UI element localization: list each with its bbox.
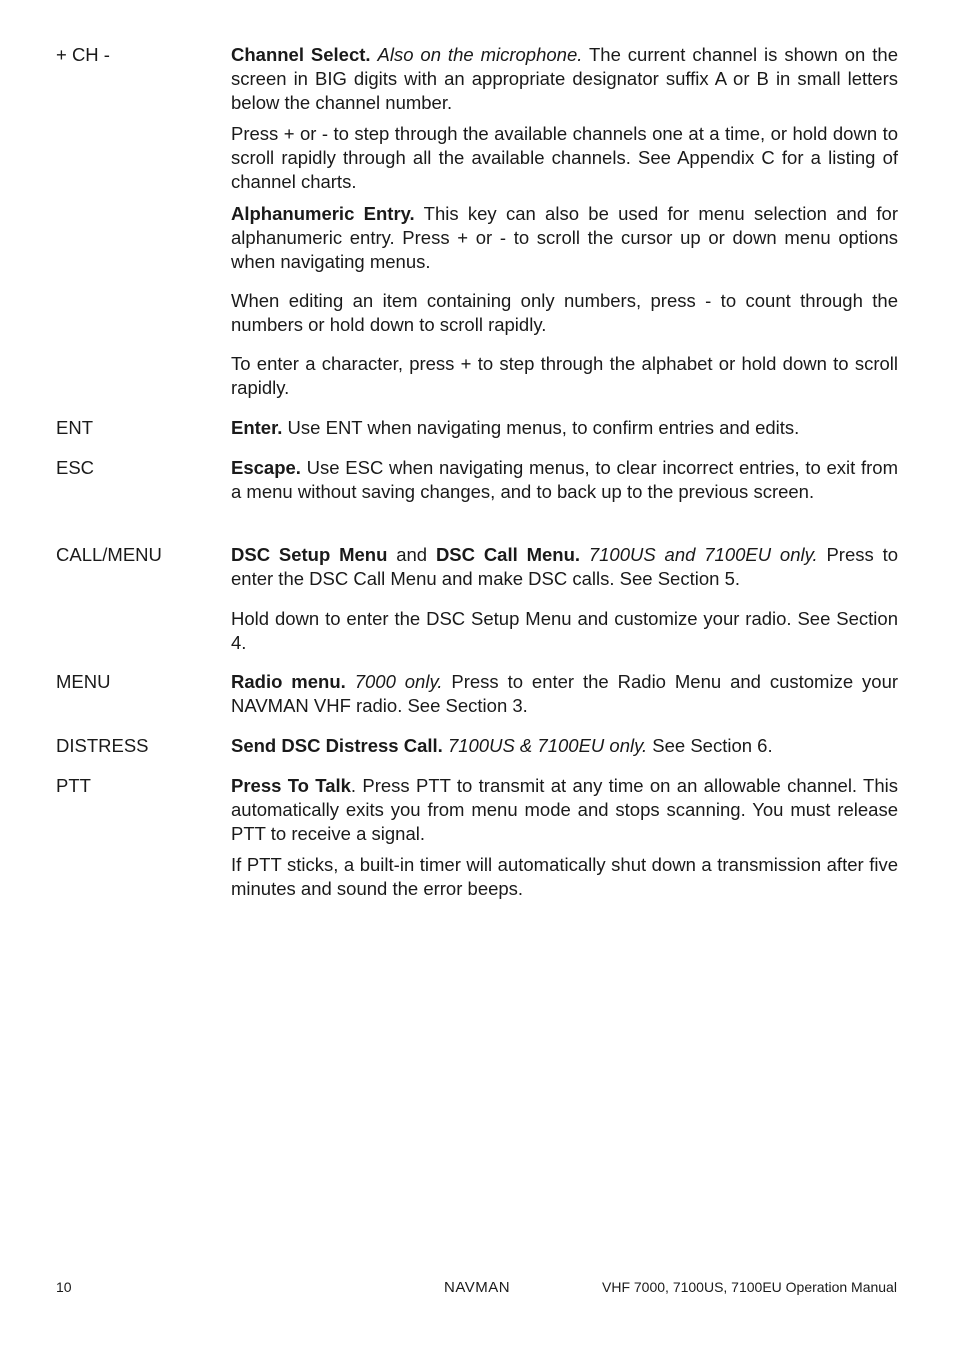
key-label: ENT	[56, 417, 93, 438]
key-label: + CH -	[56, 44, 110, 65]
text-run: Use ESC when navigating menus, to clear incorrect entries, to exit from a menu without saving changes, and to back up to the previous screen.	[231, 457, 898, 502]
paragraph	[231, 43, 898, 115]
text-run: See Section 6.	[647, 735, 773, 756]
key-label: CALL/MENU	[56, 544, 162, 565]
bold-text: Channel Select.	[231, 44, 371, 65]
bold-text: DSC Setup Menu	[231, 544, 388, 565]
text-run	[580, 544, 589, 565]
key-label: DISTRESS	[56, 735, 149, 756]
paragraph	[231, 670, 898, 718]
text-run: To enter a character, press + to step through the alphabet or hold down to scroll rapidly.	[231, 353, 898, 398]
italic-text: 7000 only.	[354, 671, 443, 692]
text-run: Use ENT when navigating menus, to confirm entries and edits.	[282, 417, 800, 438]
paragraph	[231, 122, 898, 194]
text-run: This key can also be used for menu selection and for alphanumeric entry. Press + or - to scroll the cursor up or down menu options when navigating menus.	[231, 203, 898, 272]
paragraph	[231, 202, 898, 274]
italic-text: Also on the microphone.	[377, 44, 583, 65]
bold-text: Send DSC Distress Call.	[231, 735, 443, 756]
page-number: 10	[56, 1279, 72, 1295]
paragraph	[231, 416, 898, 440]
paragraph	[231, 607, 898, 655]
paragraph	[231, 289, 898, 337]
text-run	[371, 44, 378, 65]
text-run: . Press PTT to transmit at any time on an allowable channel. This automatically exits you from menu mode and stops scanning. You must release PTT to receive a signal.	[231, 775, 898, 844]
key-label: ESC	[56, 457, 95, 478]
key-label: MENU	[56, 671, 111, 692]
text-run: and	[387, 544, 436, 565]
bold-text: Enter.	[231, 417, 283, 438]
paragraph	[231, 456, 898, 504]
paragraph	[231, 853, 898, 901]
bold-text: Radio menu.	[231, 671, 346, 692]
paragraph	[231, 774, 898, 846]
paragraph	[231, 543, 898, 591]
brand-logo-text: NAVMAN	[444, 1279, 511, 1296]
text-run: Hold down to enter the DSC Setup Menu and customize your radio. See Section 4.	[231, 608, 898, 653]
text-run: Press to enter the DSC Call Menu and make DSC calls. See Section 5.	[231, 544, 898, 589]
paragraph	[231, 352, 898, 400]
key-label: PTT	[56, 775, 91, 796]
text-run: Press to enter the Radio Menu and customize your NAVMAN VHF radio. See Section 3.	[231, 671, 899, 716]
text-run	[346, 671, 355, 692]
bold-text: DSC Call Menu.	[435, 544, 581, 565]
text-run: Press + or - to step through the available channels one at a time, or hold down to scroll rapidly through all the available channels. See Appendix C for a listing of channel charts.	[231, 123, 898, 192]
text-run: The current channel is shown on the screen in BIG digits with an appropriate designator suffix A or B in small letters below the channel number.	[231, 44, 898, 113]
paragraph	[231, 734, 898, 758]
italic-text: 7100US & 7100EU only.	[447, 735, 648, 756]
bold-text: Alphanumeric Entry.	[231, 203, 415, 224]
bold-text: Press To Talk	[231, 775, 351, 796]
italic-text: 7100US and 7100EU only.	[588, 544, 818, 565]
text-run: When editing an item containing only numbers, press - to count through the numbers or hold down to scroll rapidly.	[231, 290, 898, 335]
bold-text: Escape.	[231, 457, 301, 478]
text-run: If PTT sticks, a built-in timer will automatically shut down a transmission after five minutes and sound the error beeps.	[231, 854, 898, 899]
manual-title: VHF 7000, 7100US, 7100EU Operation Manual	[602, 1279, 897, 1295]
